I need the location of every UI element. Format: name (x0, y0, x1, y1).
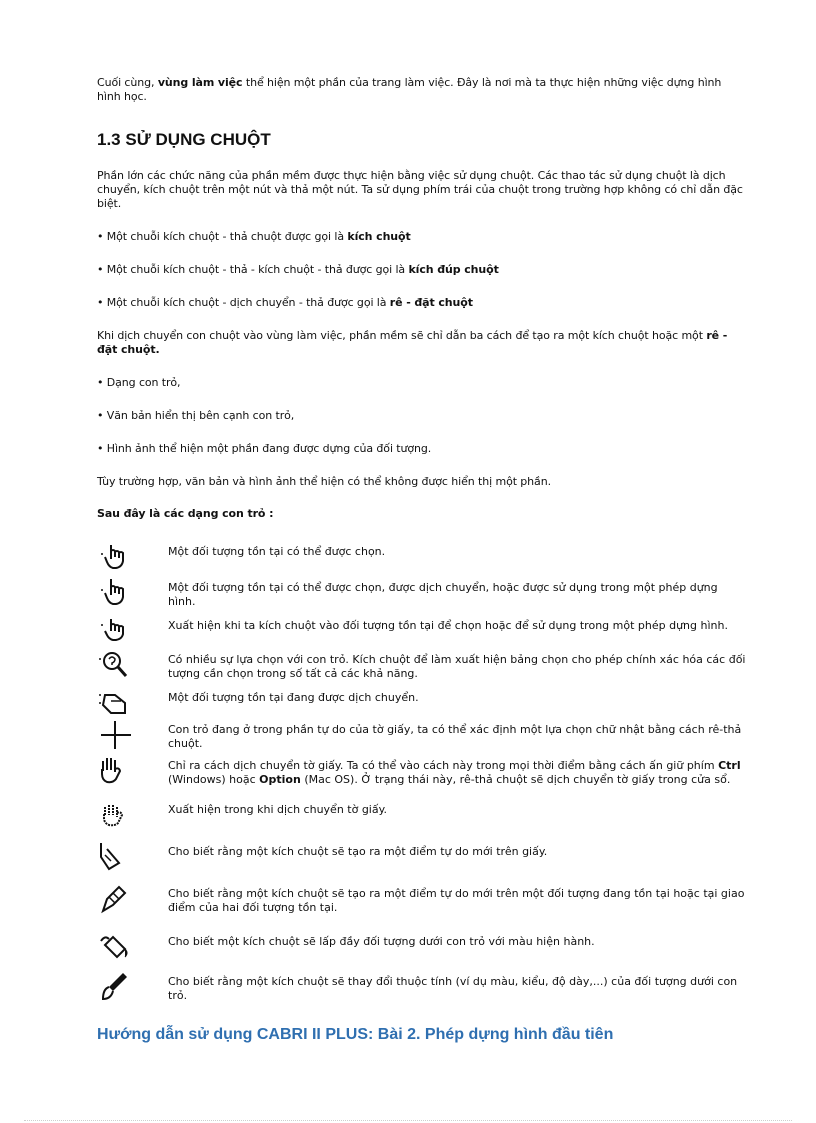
cursor-description: Cho biết rằng một kích chuột sẽ tạo ra một điểm tự do mới trên một đối tượng đang tồn tại hoặc tại giao điểm của hai đối tượng tồn tại. (168, 887, 745, 914)
bullet-click-term: kích chuột (347, 230, 411, 243)
bullet-partial-image: • Hình ảnh thể hiện một phần đang được dựng của đối tượng. (97, 442, 432, 455)
pointing-hand-icon (97, 615, 133, 647)
crosshair-icon (97, 719, 133, 751)
move-term: rê - đặt chuột. (97, 329, 728, 356)
cursor-row (97, 687, 747, 719)
cursor-description: Cho biết rằng một kích chuột sẽ thay đổi thuộc tính (ví dụ màu, kiểu, độ dày,...) của đối tượng dưới con trỏ. (168, 975, 738, 1002)
document-body (97, 76, 747, 521)
intro-text-2: thể hiện một phần của trang làm việc. Đây là nơi mà ta thực hiện những việc dựng hình hình học. (97, 76, 722, 103)
open-hand-icon (97, 755, 133, 787)
cursor-description: Cho biết rằng một kích chuột sẽ tạo ra một điểm tự do mới trên giấy. (168, 845, 548, 858)
cursor-description: Một đối tượng tồn tại đang được dịch chuyển. (168, 691, 419, 704)
cursor-description: Xuất hiện khi ta kích chuột vào đối tượng tồn tại để chọn hoặc để sử dụng trong một phép dựng hình. (168, 619, 728, 632)
pointing-hand-icon (97, 577, 133, 609)
moving-hand-icon (97, 687, 133, 719)
cursor-row (97, 615, 747, 649)
bullet-drag-term: rê - đặt chuột (389, 296, 473, 309)
bullet-drag (97, 296, 747, 310)
usage-paragraph: Phần lớn các chức năng của phần mềm được thực hiện bằng việc sử dụng chuột. Các thao tác sử dụng chuột là dịch chuyển, kích chuột trên một nút và thả một nút. Ta sử dụng phím trái của chuột trong trường hợp không có chỉ dẫn đặc biệt. (97, 169, 743, 210)
cursor-description (168, 759, 748, 787)
ctrl-text-a: Chỉ ra cách dịch chuyển tờ giấy. Ta có thể vào cách này trong mọi thời điểm bằng cách ấn giữ phím (168, 759, 719, 772)
cursor-list (97, 541, 747, 1003)
ctrl-text-b: (Windows) hoặc (168, 773, 260, 786)
magnifier-question-icon (97, 649, 133, 681)
bullet-click (97, 230, 747, 244)
cursor-row (97, 649, 747, 687)
bullet-pointer-text: • Văn bản hiển thị bên cạnh con trỏ, (97, 409, 295, 422)
move-text: Khi dịch chuyển con chuột vào vùng làm việc, phần mềm sẽ chỉ dẫn ba cách để tạo ra một kích chuột hoặc một (97, 329, 707, 342)
section-heading: 1.3 SỬ DỤNG CHUỘT (97, 130, 271, 149)
option-key: Option (259, 773, 301, 786)
ctrl-key: Ctrl (718, 759, 741, 772)
bullet-click-text: • Một chuỗi kích chuột - thả chuột được gọi là (97, 230, 348, 243)
cursor-description: Xuất hiện trong khi dịch chuyển tờ giấy. (168, 803, 388, 816)
cursor-row (97, 799, 747, 841)
brush-icon (97, 971, 133, 1003)
ctrl-text-c: (Mac OS). Ở trạng thái này, rê-thả chuột sẽ dịch chuyển tờ giấy trong cửa sổ. (300, 773, 731, 786)
move-paragraph (97, 329, 747, 357)
cursor-row (97, 931, 747, 971)
cursor-description: Một đối tượng tồn tại có thể được chọn, được dịch chuyển, hoặc được sử dụng trong một phép dựng hình. (168, 581, 718, 608)
bullet-double-click-term: kích đúp chuột (408, 263, 499, 276)
cursor-row (97, 971, 747, 1003)
bullet-pointer-shape: • Dạng con trỏ, (97, 376, 181, 389)
bullet-double-click-text: • Một chuỗi kích chuột - thả - kích chuột - thả được gọi là (97, 263, 409, 276)
cursor-description: Cho biết một kích chuột sẽ lấp đầy đối tượng dưới con trỏ với màu hiện hành. (168, 935, 595, 948)
grab-hand-icon (97, 799, 133, 831)
pencil-point-object-icon (97, 883, 133, 915)
cursor-row (97, 841, 747, 883)
cursor-row (97, 577, 747, 615)
bullet-double-click (97, 263, 747, 277)
intro-text-1: Cuối cùng, (97, 76, 158, 89)
footer-title: Hướng dẫn sử dụng CABRI II PLUS: Bài 2. Phép dựng hình đầu tiên (97, 1026, 614, 1043)
page-divider (24, 1120, 792, 1121)
intro-bold: vùng làm việc (157, 76, 243, 89)
pencil-point-icon (97, 841, 133, 873)
pointing-hand-icon (97, 541, 133, 573)
cursor-row (97, 541, 747, 577)
bullet-drag-text: • Một chuỗi kích chuột - dịch chuyển - thả được gọi là (97, 296, 390, 309)
intro-paragraph (97, 76, 747, 104)
cursor-description: Con trỏ đang ở trong phần tự do của tờ giấy, ta có thể xác định một lựa chọn chữ nhật bằng cách rê-thả chuột. (168, 723, 742, 750)
paint-bucket-icon (97, 931, 133, 963)
cursor-row (97, 883, 747, 931)
cursor-list-title: Sau đây là các dạng con trỏ : (97, 507, 274, 520)
cursor-description: Một đối tượng tồn tại có thể được chọn. (168, 545, 386, 558)
cursor-row (97, 755, 747, 799)
cursor-description: Có nhiều sự lựa chọn với con trỏ. Kích chuột để làm xuất hiện bảng chọn cho phép chính xác hóa các đối tượng cần chọn trong số tất cả các khả năng. (168, 653, 746, 680)
cursor-row (97, 719, 747, 755)
note-paragraph: Tùy trường hợp, văn bản và hình ảnh thể hiện có thể không được hiển thị một phần. (97, 475, 551, 488)
